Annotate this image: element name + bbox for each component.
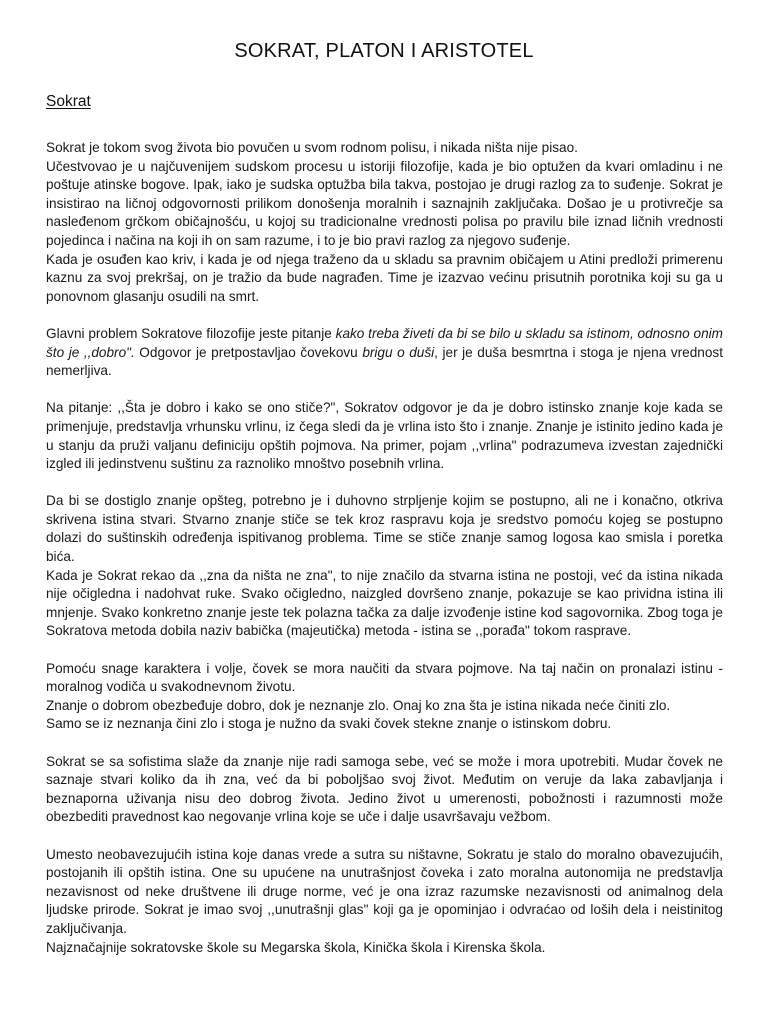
section-heading-sokrat: Sokrat [46,93,91,110]
paragraph: Učestvovao je u najčuvenijem sudskom procesu u istoriji filozofije, kada je bio optužen da kvari omladinu i ne poštuje atinske bogove. Ipak, iako je sudska optužba bila takva, postojao je drugi razlog za to suđenje. Sokrat je insistirao na ličnoj odgovornosti prilikom donošenja moralnih i saznajnih zaključaka. Došao je u protivrečje sa nasleđenom grčkom običajnošću, u kojoj su tradicionalne vrednosti polisa po pravilu bile iznad ličnih vrednosti pojedinca i načina na koji ih on sam razume, i to je bio pravi razlog za njegovo suđenje. [46,158,723,248]
paragraph: Kada je osuđen kao kriv, i kada je od njega traženo da u skladu sa pravnim običajem u Atini predloži primerenu kaznu za svoj prekršaj, on je tražio da bude nagrađen. Time je izazvao većinu prisutnih porotnika koji su ga u ponovnom glasanju osudili na smrt. [46,251,723,304]
paragraph: Sokrat je tokom svog života bio povučen u svom rodnom polisu, i nikada ništa nije pisao. [46,140,578,155]
paragraph: Kada je Sokrat rekao da ,,zna da ništa ne zna", to nije značilo da stvarna istina ne postoji, već da istina nikada nije očigledna i nadohvat ruke. Svako očigledno, naizgled dovršeno znanje, pokazuje se kao prividna istina ili mnjenje. Svako konkretno znanje jeste tek polazna tačka za dalje izvođenje istine kod sagovornika. Zbog toga je Sokratova metoda dobila naziv babička (majeutička) metoda - istina se ,,porađa" tokom rasprave. [46,567,723,639]
italic-phrase: kako treba živeti da bi se bilo u skladu sa istinom, odnosno onim što je ,,dobro". [46,325,723,360]
paragraph: Znanje o dobrom obezbeđuje dobro, dok je neznanje zlo. Onaj ko zna šta je istina nikada neće činiti zlo. [46,697,671,713]
paragraph: Da bi se dostiglo znanje opšteg, potrebno je i duhovno strpljenje kojim se postupno, ali ne i konačno, otkriva skrivena istina stvari. Stvarno znanje stiče se tek kroz raspravu koja je sredstvo pomoću kojeg se postupno dolazi do suštinskih određenja ispitivanog problema. Time se stiče znanje samog logosa kao smisla i poretka bića. [46,493,723,565]
paragraph: Najznačajnije sokratovske škole su Megarska škola, Kinička škola i Kirenska škola. [46,939,546,955]
paragraph-text: Glavni problem Sokratove filozofije jeste pitanje [46,325,336,341]
paragraph: Umesto neobavezujućih istina koje danas vrede a sutra su ništavne, Sokratu je stalo do moralno obavezujućih, postojanih ili opštih istina. One su upućene na unutrašnjost čoveka i zato moralna autonomija ne predstavlja nezavisnost od neke društvene ili druge norme, već je ona izraz razumske nezavisnosti od animalnog dela ljudske prirode. Sokrat je imao svoj ,,unutrašnji glas" koji ga je opominjao i odvraćao od loših dela i neistinitog zaključivanja. [46,846,723,936]
paragraph-text: Odgovor je pretpostavljao čovekovu [134,344,363,360]
paragraph: Na pitanje: ,,Šta je dobro i kako se ono stiče?", Sokratov odgovor je da je dobro istinsko znanje koje kada se primenjuje, predstavlja vrhunsku vrlinu, iz čega sledi da je vrlina isto što i znanje. Znanje je istinito jedino kada je u stanju da pruži valjanu definiciju opštih pojmova. Na primer, pojam ,,vrlina" podrazumeva izvestan zajednički izgled ili jedinstvenu suštinu za raznoliko mnoštvo posebnih vrlina. [46,400,723,472]
document-title: SOKRAT, PLATON I ARISTOTEL [234,40,534,62]
paragraph: Sokrat se sa sofistima slaže da znanje nije radi samoga sebe, već se može i mora upotrebiti. Mudar čovek ne saznaje stvari koliko da ih zna, već da bi poboljšao svoj život. Međutim on veruje da laka zabavljanja i beznaporna uživanja nisu deo dobrog života. Jedino život u umerenosti, pobožnosti i razumnosti može obezbediti pravednost kao negovanje vrlina koje se uče i dalje usavršavaju vežbom. [46,753,723,825]
paragraph [46,325,723,381]
paragraph: Samo se iz neznanja čini zlo i stoga je nužno da svaki čovek stekne znanje o istinskom dobru. [46,716,612,732]
paragraph-text: , jer je duša besmrtna i stoga je njena vrednost nemerljiva. [46,344,723,379]
italic-phrase: brigu o duši [362,344,435,360]
document-body [46,139,723,957]
paragraph: Pomoću snage karaktera i volje, čovek se mora naučiti da stvara pojmove. Na taj način on pronalazi istinu - moralnog vodiča u svakodnevnom životu. [46,660,723,695]
